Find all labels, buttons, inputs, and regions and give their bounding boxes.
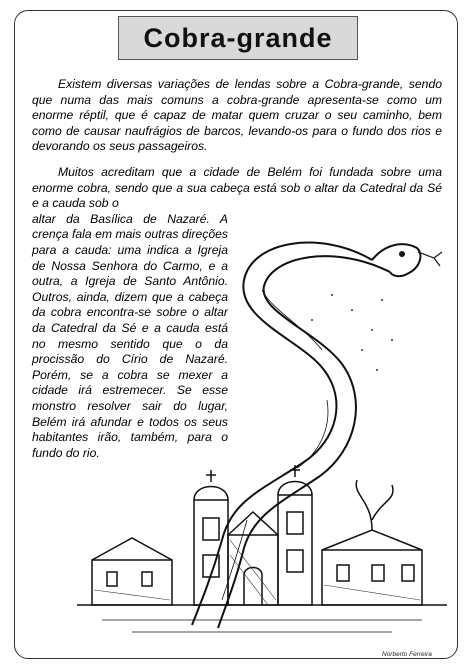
paragraph-belem-narrow: altar da Basílica de Nazaré. A crença fala em mais outras direções para a cauda: uma indica a Igreja de Nossa Senhora do Carmo, e a outra, a Igreja de Santo Antônio. Outros, ainda, dizem que a cabeça da cobra encontra-se sobre o altar da Catedral da Sé e a cauda está no mesmo sentido que o da procissão do Círio de Nazaré. Porém, se a cobra se mexer a cidade irá estremecer. Se esse monstro resolver sair do lugar, Belém irá afundar e todos os seus habitantes irão, também, para o fundo do rio. xyxy=(32,211,228,460)
title-banner xyxy=(118,16,358,60)
serpent-over-cathedral-illustration xyxy=(72,200,452,645)
speckle-decoration xyxy=(311,294,393,371)
cathedral-icon xyxy=(77,465,447,632)
page-title: Cobra-grande xyxy=(143,22,333,53)
paragraph-belem-wide: Muitos acreditam que a cidade de Belém foi fundada sobre uma enorme cobra, sendo que a sua cabeça está sob o altar da Catedral da Sé e a cauda sob o xyxy=(32,165,442,211)
illustration-credit: Norberto Ferreira xyxy=(382,651,432,658)
paragraph-intro: Existem diversas variações de lendas sobre a Cobra-grande, sendo que numa das mais comuns a cobra-grande apresenta-se como um enorme réptil, que é capaz de matar quem cruzar o seu caminho, bem como de causar naufrágios de barcos, levando-os para o fundo dos rios e devorando os seus passageiros. xyxy=(32,77,442,154)
serpent-icon xyxy=(192,243,442,628)
